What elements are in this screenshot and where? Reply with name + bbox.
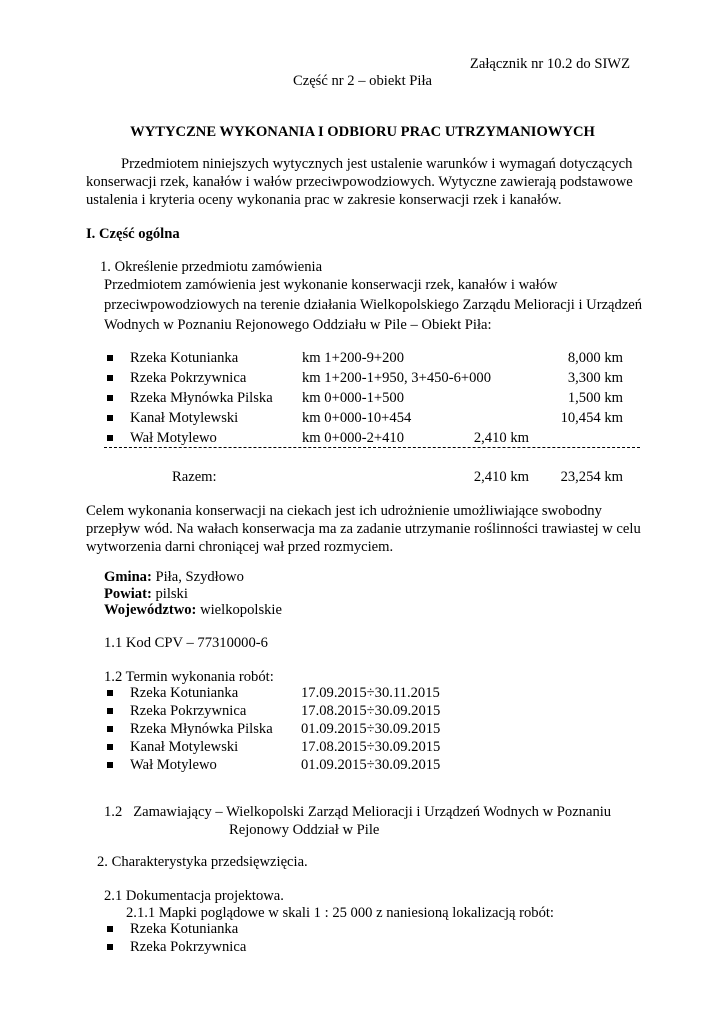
schedule-item-name: Wał Motylewo (130, 757, 217, 773)
schedule-item-name: Rzeka Pokrzywnica (130, 703, 247, 719)
schedule-item-dates: 17.08.2015÷30.09.2015 (301, 703, 441, 719)
bullet-icon (107, 726, 113, 732)
scope-text-line-2: przeciwpowodziowych na terenie działania Wielkopolskiego Zarządu Melioracji i Urządzeń (104, 297, 643, 313)
intro-line-2: konserwacji rzek, kanałów i wałów przeciwpowodziowych. Wytyczne zawierają podstawowe (86, 174, 633, 190)
bullet-icon (107, 708, 113, 714)
object-km-range: km 0+000-1+500 (302, 390, 404, 406)
bullet-icon (107, 355, 113, 361)
powiat-label: Powiat: (104, 586, 152, 602)
map-item: Rzeka Pokrzywnica (130, 939, 247, 955)
object-name: Rzeka Młynówka Pilska (130, 390, 273, 406)
object-length: 2,410 km (473, 430, 529, 446)
intro-line-1: Przedmiotem niniejszych wytycznych jest ustalenie warunków i wymagań dotyczących (121, 156, 633, 172)
schedule-item-dates: 01.09.2015÷30.09.2015 (301, 721, 441, 737)
cpv-code: 1.1 Kod CPV – 77310000-6 (104, 635, 268, 651)
wojewodztwo-line (104, 601, 282, 619)
scope-text-line-3: Wodnych w Poznaniu Rejonowego Oddziału w Pile – Obiekt Piła: (104, 317, 492, 333)
bullet-icon (107, 435, 113, 441)
object-name: Rzeka Pokrzywnica (130, 370, 247, 386)
gmina-line (104, 568, 244, 586)
schedule-heading: 1.2 Termin wykonania robót: (104, 669, 274, 685)
purpose-line-2: przepływ wód. Na wałach konserwacja ma za zadanie utrzymanie roślinności trawiastej w celu (86, 521, 641, 537)
object-total: 1,500 km (567, 390, 623, 406)
object-total: 8,000 km (567, 350, 623, 366)
purpose-line-3: wytworzenia darni chroniącej wał przed rozmyciem. (86, 539, 394, 555)
object-total: 10,454 km (560, 410, 623, 426)
subsection-heading-documentation: 2.1 Dokumentacja projektowa. (104, 888, 284, 904)
document-title: WYTYCZNE WYKONANIA I ODBIORU PRAC UTRZYMANIOWYCH (130, 124, 595, 140)
section-heading-general: I. Część ogólna (86, 226, 180, 242)
bullet-icon (107, 415, 113, 421)
wojewodztwo-label: Województwo: (104, 602, 197, 618)
wojewodztwo-value: wielkopolskie (196, 602, 282, 618)
schedule-item-name: Rzeka Kotunianka (130, 685, 239, 701)
part-label: Część nr 2 – obiekt Piła (292, 73, 433, 89)
bullet-icon (107, 926, 113, 932)
gmina-label: Gmina: (104, 569, 152, 585)
bullet-icon (107, 690, 113, 696)
bullet-icon (107, 395, 113, 401)
sum-length: 2,410 km (473, 469, 529, 485)
sum-total: 23,254 km (560, 469, 623, 485)
subsubsection-heading-maps: 2.1.1 Mapki poglądowe w skali 1 : 25 000 z naniesioną lokalizacją robót: (126, 905, 554, 921)
object-km-range: km 1+200-1+950, 3+450-6+000 (302, 370, 491, 386)
object-km-range: km 1+200-9+200 (302, 350, 404, 366)
bullet-icon (107, 944, 113, 950)
map-item: Rzeka Kotunianka (130, 921, 239, 937)
subsection-heading-scope: 1. Określenie przedmiotu zamówienia (100, 259, 323, 275)
object-km-range: km 0+000-10+454 (302, 410, 412, 426)
powiat-value: pilski (151, 586, 188, 602)
object-total: 3,300 km (567, 370, 623, 386)
section-heading-characteristics: 2. Charakterystyka przedsięwzięcia. (97, 854, 308, 870)
orderer-line-2: Rejonowy Oddział w Pile (229, 822, 380, 838)
schedule-item-dates: 17.09.2015÷30.11.2015 (301, 685, 440, 701)
attachment-label: Załącznik nr 10.2 do SIWZ (469, 56, 630, 72)
orderer-line-1: 1.2 Zamawiający – Wielkopolski Zarząd Melioracji i Urządzeń Wodnych w Poznaniu (104, 804, 612, 820)
scope-text-line-1: Przedmiotem zamówienia jest wykonanie konserwacji rzek, kanałów i wałów (104, 277, 558, 293)
dashed-divider (104, 447, 640, 448)
bullet-icon (107, 762, 113, 768)
intro-line-3: ustalenia i kryteria oceny wykonania prac w zakresie konserwacji rzek i kanałów. (86, 192, 562, 208)
schedule-item-dates: 17.08.2015÷30.09.2015 (301, 739, 441, 755)
object-name: Rzeka Kotunianka (130, 350, 239, 366)
object-name: Kanał Motylewski (130, 410, 239, 426)
sum-label: Razem: (172, 469, 217, 485)
gmina-value: Piła, Szydłowo (151, 569, 244, 585)
object-name: Wał Motylewo (130, 430, 217, 446)
schedule-item-name: Kanał Motylewski (130, 739, 239, 755)
purpose-line-1: Celem wykonania konserwacji na ciekach jest ich udrożnienie umożliwiające swobodny (86, 503, 602, 519)
bullet-icon (107, 744, 113, 750)
schedule-item-name: Rzeka Młynówka Pilska (130, 721, 273, 737)
object-km-range: km 0+000-2+410 (302, 430, 404, 446)
bullet-icon (107, 375, 113, 381)
schedule-item-dates: 01.09.2015÷30.09.2015 (301, 757, 441, 773)
